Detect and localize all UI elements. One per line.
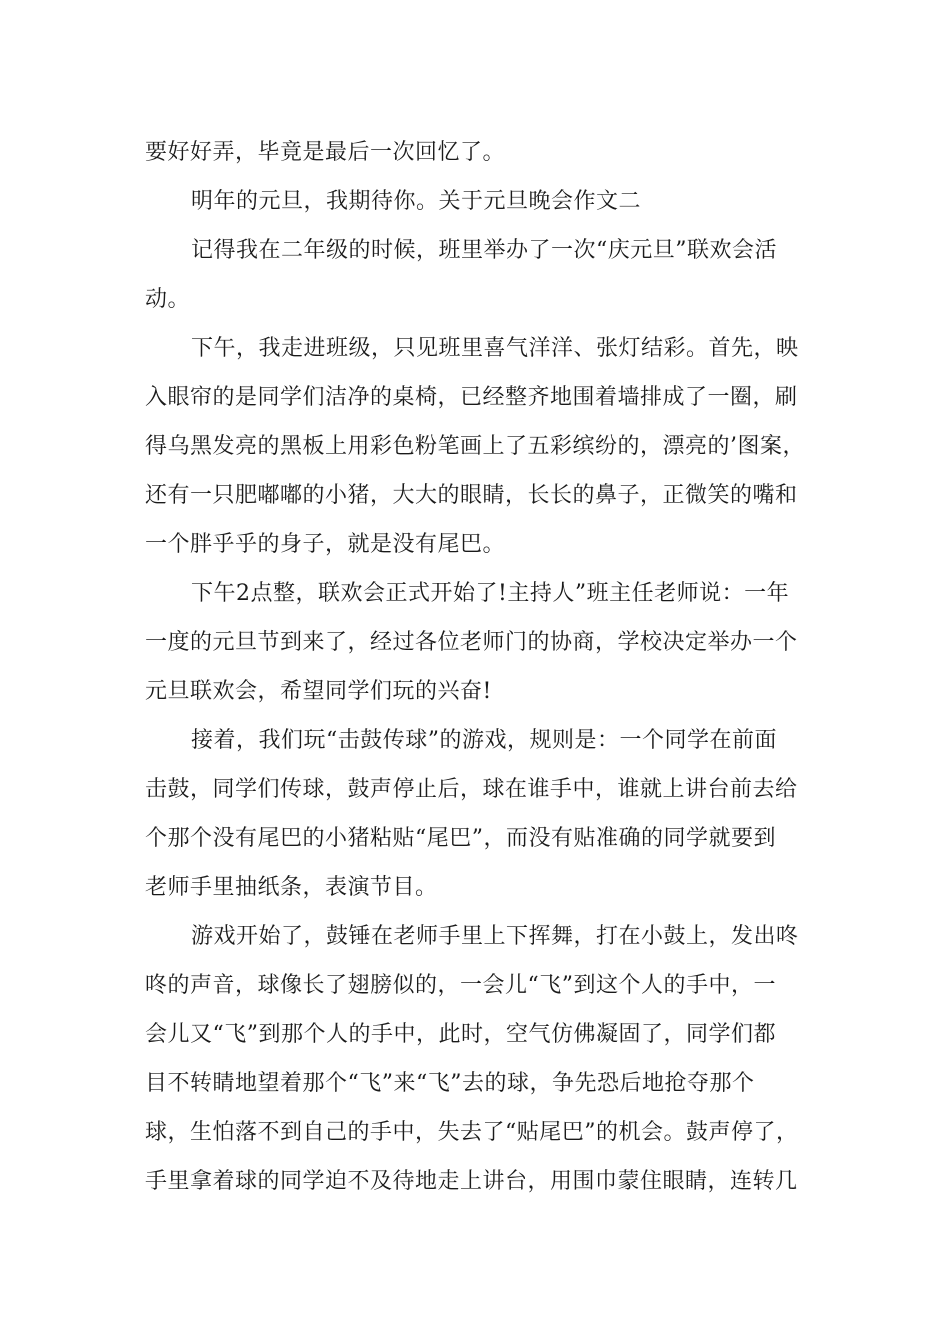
text-line: 还有一只肥嘟嘟的小猪，大大的眼睛，长长的鼻子，正微笑的嘴和 (145, 483, 798, 508)
text-line: 老师手里抽纸条，表演节目。 (145, 875, 438, 900)
text-line: 要好好弄，毕竟是最后一次回忆了。 (145, 140, 506, 165)
text-line: 会儿又“飞”到那个人的手中，此时，空气仿佛凝固了，同学们都 (145, 1022, 776, 1047)
text-line: 一个胖乎乎的身子，就是没有尾巴。 (145, 532, 506, 557)
text-line: 游戏开始了，鼓锤在老师手里上下挥舞，打在小鼓上，发出咚 (191, 924, 799, 949)
body-text (145, 128, 825, 1206)
text-line: 下午，我走进班级，只见班里喜气洋洋、张灯结彩。首先，映 (191, 336, 799, 361)
text-line: 元旦联欢会，希望同学们玩的兴奋! (145, 679, 492, 704)
text-line: 记得我在二年级的时候，班里举办了一次“庆元旦”联欢会活 (191, 238, 777, 263)
text-line: 得乌黑发亮的黑板上用彩色粉笔画上了五彩缤纷的，漂亮的’图案， (145, 434, 805, 459)
text-line: 明年的元旦，我期待你。关于元旦晚会作文二 (191, 189, 642, 214)
text-line: 球，生怕落不到自己的手中，失去了“贴尾巴”的机会。鼓声停了， (145, 1120, 799, 1145)
text-line: 个那个没有尾巴的小猪粘贴“尾巴”，而没有贴准确的同学就要到 (145, 826, 776, 851)
text-line: 下午2点整，联欢会正式开始了!主持人”班主任老师说：一年 (191, 581, 790, 606)
text-line: 手里拿着球的同学迫不及待地走上讲台，用围巾蒙住眼睛，连转几 (145, 1169, 798, 1194)
text-line: 接着，我们玩“击鼓传球”的游戏，规则是：一个同学在前面 (191, 728, 777, 753)
text-line: 目不转睛地望着那个“飞”来“飞”去的球，争先恐后地抢夺那个 (145, 1071, 755, 1096)
text-line: 入眼帘的是同学们洁净的桌椅，已经整齐地围着墙排成了一圈，刷 (145, 385, 798, 410)
text-line: 动。 (145, 287, 191, 312)
text-line: 一度的元旦节到来了，经过各位老师门的协商，学校决定举办一个 (145, 630, 798, 655)
text-line: 咚的声音，球像长了翅膀似的，一会儿“飞”到这个人的手中，一 (145, 973, 776, 998)
text-line: 击鼓，同学们传球，鼓声停止后，球在谁手中，谁就上讲台前去给 (145, 777, 798, 802)
